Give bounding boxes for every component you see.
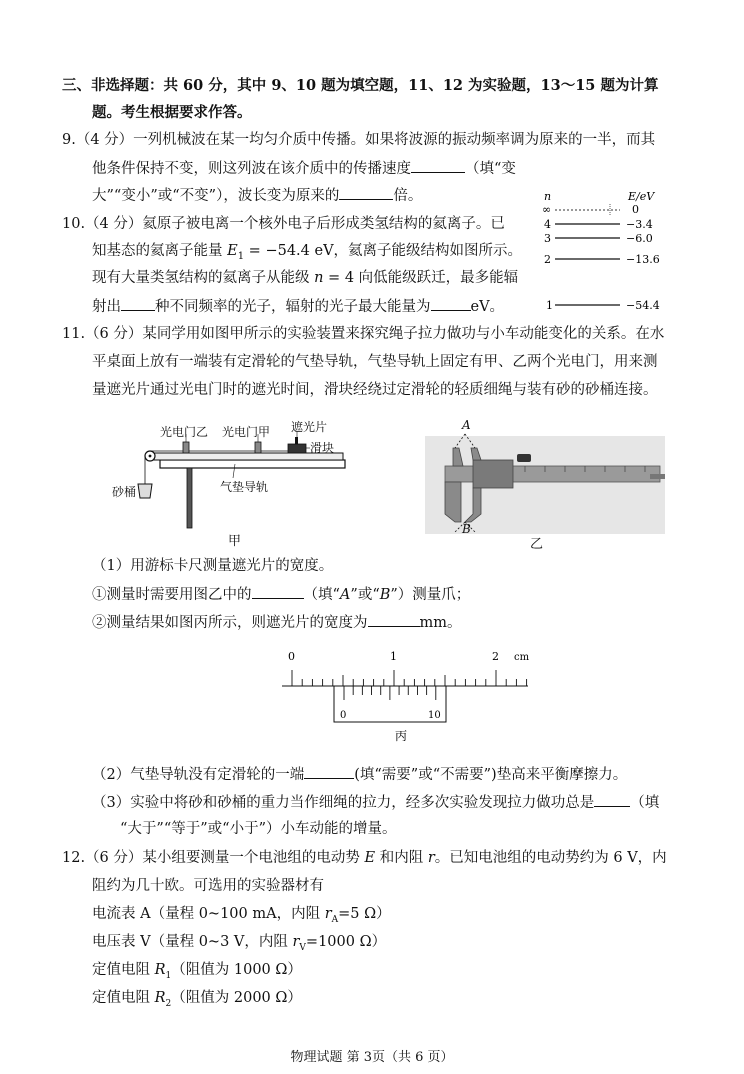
figure-yi-caliper [425,414,665,539]
main-scale-label-0: 0 [288,650,295,663]
energy-diagram-n-label: n [544,190,552,203]
label-a: A [462,418,471,432]
q12-item3-tail: （阻值为 1000 Ω） [171,962,302,978]
symbol-rv: r [292,934,300,950]
q11-sub1-1-mid1: （填“ [303,587,340,603]
q11-sub1-2-text: ②测量结果如图丙所示，则遮光片的宽度为 [92,615,368,631]
pulley-axle [149,455,152,458]
q11-sub2 [92,764,627,785]
table-leg [187,468,192,528]
subscript-2: 2 [165,998,172,1009]
label-gate-jia: 光电门甲 [222,425,271,439]
q12-item1-tail: =5 Ω） [338,906,391,922]
q9-line3-tail: 倍。 [393,188,423,204]
energy-diagram-e-label: E/eV [628,190,655,203]
main-scale-label-1: 1 [390,650,397,663]
q11-blank-3[interactable] [304,764,354,779]
q11-sub1-1-a: A [339,587,351,603]
q12-line1-mid: 和内阻 [375,850,428,866]
q11-sub1-1 [92,584,470,605]
q11-sub1-1-tail: ”）测量爪； [390,587,471,603]
q11-sub1: （1）用游标卡尺测量遮光片的宽度。 [92,558,334,574]
level-e-4: −3.4 [626,218,653,231]
level-n-inf: ∞ [542,203,552,216]
q12-line1 [62,848,667,868]
shade-plate [295,437,298,444]
level-e-1: −54.4 [626,299,660,312]
section-header-line2: 题。考生根据要求作答。 [92,104,252,121]
level-n-4: 4 [544,218,551,231]
section-header-line1: 三、非选择题：共 60 分，其中 9、10 题为填空题，11、12 为实验题，13～15 题为计算 [62,77,659,94]
q12-item2-tail: =1000 Ω） [305,934,387,950]
vernier-scale-ticks [344,686,436,700]
symbol-r2: R [154,990,166,1006]
slider-block [288,444,306,453]
vernier-label-10: 10 [428,710,441,721]
q12-line1-tail: 。已知电池组的电动势约为 6 V，内 [434,850,667,866]
q10-blank-2[interactable] [431,296,471,311]
q11-sub1-1-mid2: ”或“ [350,587,380,603]
sand-bucket [138,484,152,498]
level-e-inf: 0 [632,203,639,216]
figure-bing-vernier [282,646,532,746]
q9-line2-text: 他条件保持不变，则这列波在该介质中的传播速度 [92,161,411,177]
q11-sub2-text: （2）气垫导轨没有定滑轮的一端 [92,767,305,783]
q10-blank-1[interactable] [121,296,155,311]
q9-line2 [92,158,516,179]
symbol-e: E [227,243,238,259]
caption-yi: 乙 [530,537,544,552]
q11-line3: 量遮光片通过光电门时的遮光时间，滑块经绕过定滑轮的轻质细绳与装有砂的砂桶连接。 [92,382,658,398]
symbol-n: n [314,270,324,286]
q11-sub1-1-b: B [379,587,391,603]
table-top [160,460,345,468]
q10-line4-text: 射出 [92,299,121,315]
q10-line2-tail: = −54.4 eV，氦离子能级结构如图所示。 [244,243,523,259]
q11-sub1-2 [92,612,462,633]
q9-blank-1[interactable] [411,158,465,173]
q10-line3-text: 现有大量类氢结构的氦离子从能级 [92,270,315,286]
level-e-3: −6.0 [626,232,653,245]
main-scale-unit: cm [514,652,530,663]
q11-blank-1[interactable] [252,584,304,599]
depth-rod [650,474,665,479]
q12-item-voltmeter [92,932,386,958]
q12-item-ammeter [92,904,391,930]
q11-blank-2[interactable] [368,612,420,627]
thumb-screw [517,454,531,462]
label-bucket: 砂桶 [112,485,137,499]
q12-item2-text: 电压表 V（量程 0~3 V，内阻 [92,934,293,950]
label-slider: 滑块 [310,441,335,455]
q11-sub3-text: （3）实验中将砂和砂桶的重力当作细绳的拉力，经多次实验发现拉力做功总是 [92,795,595,811]
label-rail: 气垫导轨 [220,480,269,494]
q10-line4 [92,296,504,317]
subscript-a: A [331,914,339,925]
subscript-v: V [299,942,306,953]
level-n-1: 1 [546,299,553,312]
q11-sub2-tail: (填“需要”或“不需要”)垫高来平衡摩擦力。 [354,767,628,783]
q12-item-r2 [92,988,302,1014]
level-n-2: 2 [544,253,551,266]
q11-line2: 平桌面上放有一端装有定滑轮的气垫导轨，气垫导轨上固定有甲、乙两个光电门，用来测 [92,354,658,370]
q11-line1: 11.（6 分）某同学用如图甲所示的实验装置来探究绳子拉力做功与小车动能变化的关系。在水 [62,326,665,342]
q10-line1: 10.（4 分）氦原子被电离一个核外电子后形成类氢结构的氦离子。已 [62,216,505,232]
q12-line1-text: 12.（6 分）某小组要测量一个电池组的电动势 [62,850,365,866]
q12-line2: 阻约为几十欧。可选用的实验器材有 [92,878,324,894]
gate-yi [183,442,189,453]
q11-sub1-2-tail: mm。 [419,615,462,631]
sliding-jaw-body [473,460,513,488]
q10-line4-mid: 种不同频率的光子，辐射的光子最大能量为 [155,299,431,315]
q9-line1: 9.（4 分）一列机械波在某一均匀介质中传播。如果将波源的振动频率调为原来的一半，而其 [62,132,656,148]
symbol-ra: r [324,906,332,922]
caption-bing: 丙 [395,729,408,743]
subscript-1: 1 [237,250,245,262]
main-scale-ticks [292,670,527,686]
q12-item4-tail: （阻值为 2000 Ω） [171,990,302,1006]
symbol-r: r [427,850,435,866]
q10-line4-tail: eV。 [470,299,505,315]
level-n-3: 3 [544,232,551,245]
caption-jia: 甲 [228,534,242,549]
q12-item1-text: 电流表 A（量程 0~100 mA，内阻 [92,906,325,922]
q12-item3-text: 定值电阻 [92,962,155,978]
vernier-label-0: 0 [340,710,347,721]
q10-line3 [92,268,518,288]
energy-level-diagram [530,186,680,314]
q11-sub3-line2: “大于”“等于”或“小于”）小车动能的增量。 [120,821,397,837]
q9-line3 [92,185,422,206]
q9-line3-text: 大”“变小”或“不变”），波长变为原来的 [92,188,340,204]
page-footer: 物理试题 第 3页（共 6 页） [290,1050,454,1065]
q11-blank-4[interactable] [594,792,630,807]
label-gate-yi: 光电门乙 [160,425,209,439]
symbol-emf: E [364,850,376,866]
q10-line3-tail: = 4 向低能级跃迁，最多能辐 [323,270,519,286]
gate-jia [255,442,261,453]
q10-line2 [92,241,522,267]
q9-line2-tail: （填“变 [465,161,516,177]
main-scale-label-2: 2 [492,650,499,663]
fixed-jaw-lower [445,482,461,522]
label-b: B [462,522,471,536]
q12-item4-text: 定值电阻 [92,990,155,1006]
q12-item-r1 [92,960,302,986]
q11-sub3-tail: （填 [630,795,660,811]
subscript-1: 1 [165,970,172,981]
q11-sub1-1-text: ①测量时需要用图乙中的 [92,587,252,603]
symbol-r1: R [154,962,166,978]
q11-sub3 [92,792,659,813]
label-shade: 遮光片 [291,420,328,434]
q9-blank-2[interactable] [339,185,393,200]
level-e-2: −13.6 [626,253,660,266]
q10-line2-text: 知基态的氦离子能量 [92,243,228,259]
